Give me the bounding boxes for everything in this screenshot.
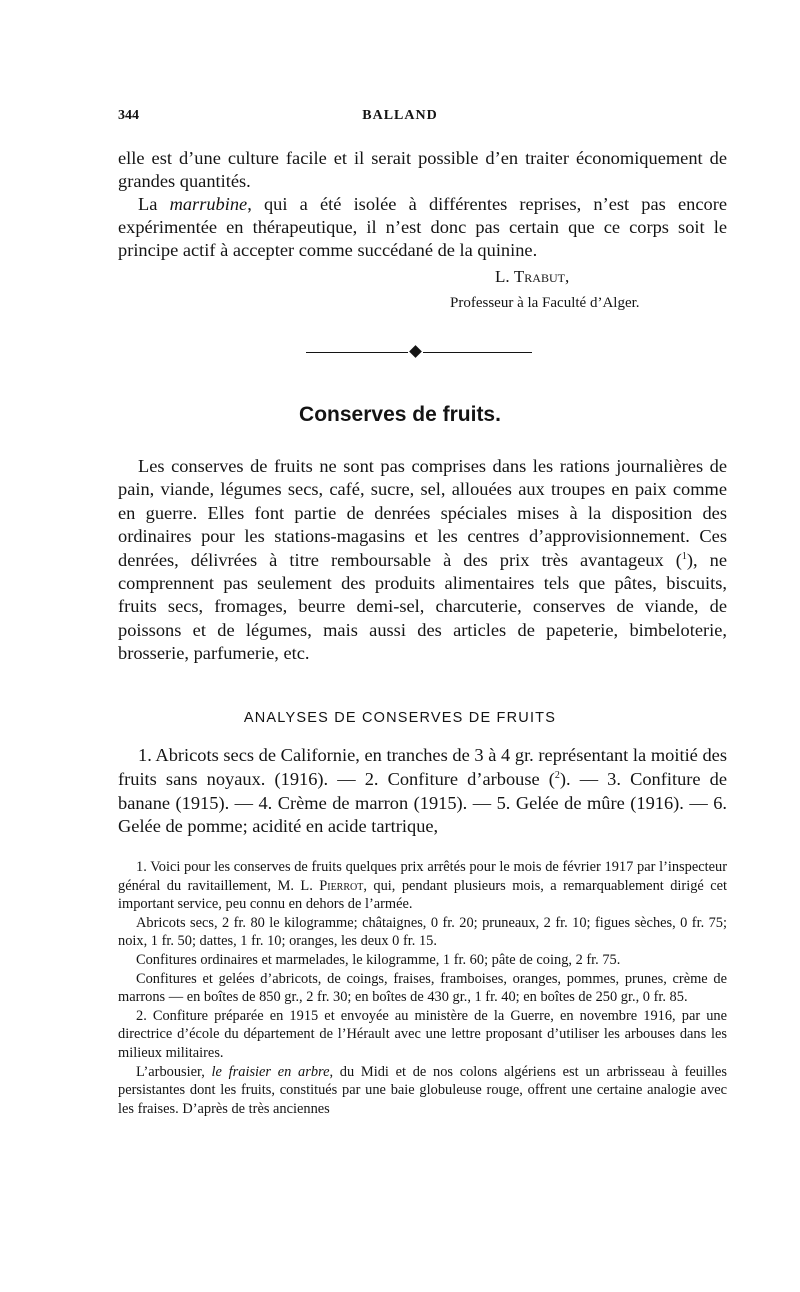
paragraph: elle est d’une culture facile et il serait possible d’en traiter économiquement de grandes quantités. xyxy=(118,148,727,191)
paragraph-text: La xyxy=(138,194,170,214)
footnote-ref: 1 xyxy=(681,550,687,562)
footnote-text: , du Midi et de nos colons algériens est un arbrisseau à feuilles persistantes dont les fruits, constitués par une baie globuleuse rouge, offrent une certaine analogie avec les fraises. D’après de très anciennes xyxy=(118,1063,727,1117)
paragraph-text: Les conserves de fruits ne sont pas comprises dans les rations journalières de pain, viande, légumes secs, café, sucre, sel, allouées aux troupes en paix comme en guerre. Elles font partie de denrées spéciales mises à la disposition des ordinaires pour les stations-magasins et les centres d’approvisionnement. Ces denrées, délivrées à titre remboursable à des prix très avantageux ( xyxy=(118,456,727,570)
page-number: 344 xyxy=(118,108,139,123)
paragraph xyxy=(118,744,727,839)
person-name: Pierrot xyxy=(319,877,364,894)
divider-rule xyxy=(306,352,408,353)
author-initial: L. xyxy=(495,267,514,286)
paragraph-text: ). — 3. Confiture de banane (1915). — 4. Crème de marron (1915). — 5. Gelée de mûre (1916). — 6. Gelée de pomme; acidité en acide tartrique, xyxy=(118,768,727,837)
paragraph xyxy=(118,455,727,666)
author-affiliation: Professeur à la Faculté d’Alger. xyxy=(450,295,640,311)
footnote-paragraph xyxy=(118,1063,727,1119)
paragraph xyxy=(118,193,727,262)
diamond-ornament-icon xyxy=(409,345,422,358)
italic-term: le fraisier en arbre xyxy=(211,1063,330,1080)
running-head: BALLAND xyxy=(362,108,438,123)
paragraph-text: 1. Abricots secs de Californie, en tranches de 3 à 4 gr. représentant la moitié des fruits sans noyaux. (1916). — 2. Confiture d’arbouse ( xyxy=(118,745,727,789)
footnote xyxy=(118,858,727,914)
footnote-paragraph: Confitures ordinaires et marmelades, le kilogramme, 1 fr. 60; pâte de coing, 2 fr. 75. xyxy=(136,951,621,968)
footnote-ref: 2 xyxy=(554,769,560,781)
footnote-text: L’arbousier, xyxy=(136,1063,212,1080)
section-heading: ANALYSES DE CONSERVES DE FRUITS xyxy=(243,710,557,726)
paragraph-text: , qui a été isolée à différentes reprises, n’est pas encore expérimentée en thérapeutique, il n’est donc pas certain que ce corps soit le principe actif à accepter comme succédané de la quinine. xyxy=(118,194,727,260)
paragraph-text: ), ne comprennent pas seulement des produits alimentaires tels que pâtes, biscuits, fruits secs, fromages, beurre demi-sel, charcuterie, conserves de viande, de poissons et de légumes, mais aussi des articles de papeterie, bimbeloterie, brosserie, parfumerie, etc. xyxy=(118,549,727,664)
footnote-text: , qui, pendant plusieurs mois, a remarquablement dirigé cet important service, peu connu en dehors de l’armée. xyxy=(118,877,727,913)
divider-rule xyxy=(423,352,532,353)
footnote-text: 1. Voici pour les conserves de fruits quelques prix arrêtés pour le mois de février 1917 par l’inspecteur général du ravitaillement, M. L. xyxy=(118,859,727,894)
footnotes xyxy=(118,858,727,1118)
footnote: 2. Confiture préparée en 1915 et envoyée au ministère de la Guerre, en novembre 1916, par une directrice d’école du département de l’Hérault avec une lettre proposant d’utiliser les arbouses dans les milieux militaires. xyxy=(118,1007,727,1061)
footnote-paragraph: Abricots secs, 2 fr. 80 le kilogramme; châtaignes, 0 fr. 20; pruneaux, 2 fr. 10; figues sèches, 0 fr. 75; noix, 1 fr. 50; dattes, 1 fr. 10; oranges, les deux 0 fr. 15. xyxy=(118,914,727,950)
footnote-paragraph: Confitures et gelées d’abricots, de coings, fraises, framboises, oranges, pommes, prunes, crème de marrons — en boîtes de 850 gr., 2 fr. 30; en boîtes de 430 gr., 1 fr. 40; en boîtes de 250 gr., 0 fr. 85. xyxy=(118,970,727,1006)
author-name: Trabut, xyxy=(513,267,570,286)
section-divider xyxy=(306,345,532,359)
italic-term: marrubine xyxy=(169,194,248,214)
author-signature xyxy=(495,267,569,287)
article-title: Conserves de fruits. xyxy=(299,403,501,426)
